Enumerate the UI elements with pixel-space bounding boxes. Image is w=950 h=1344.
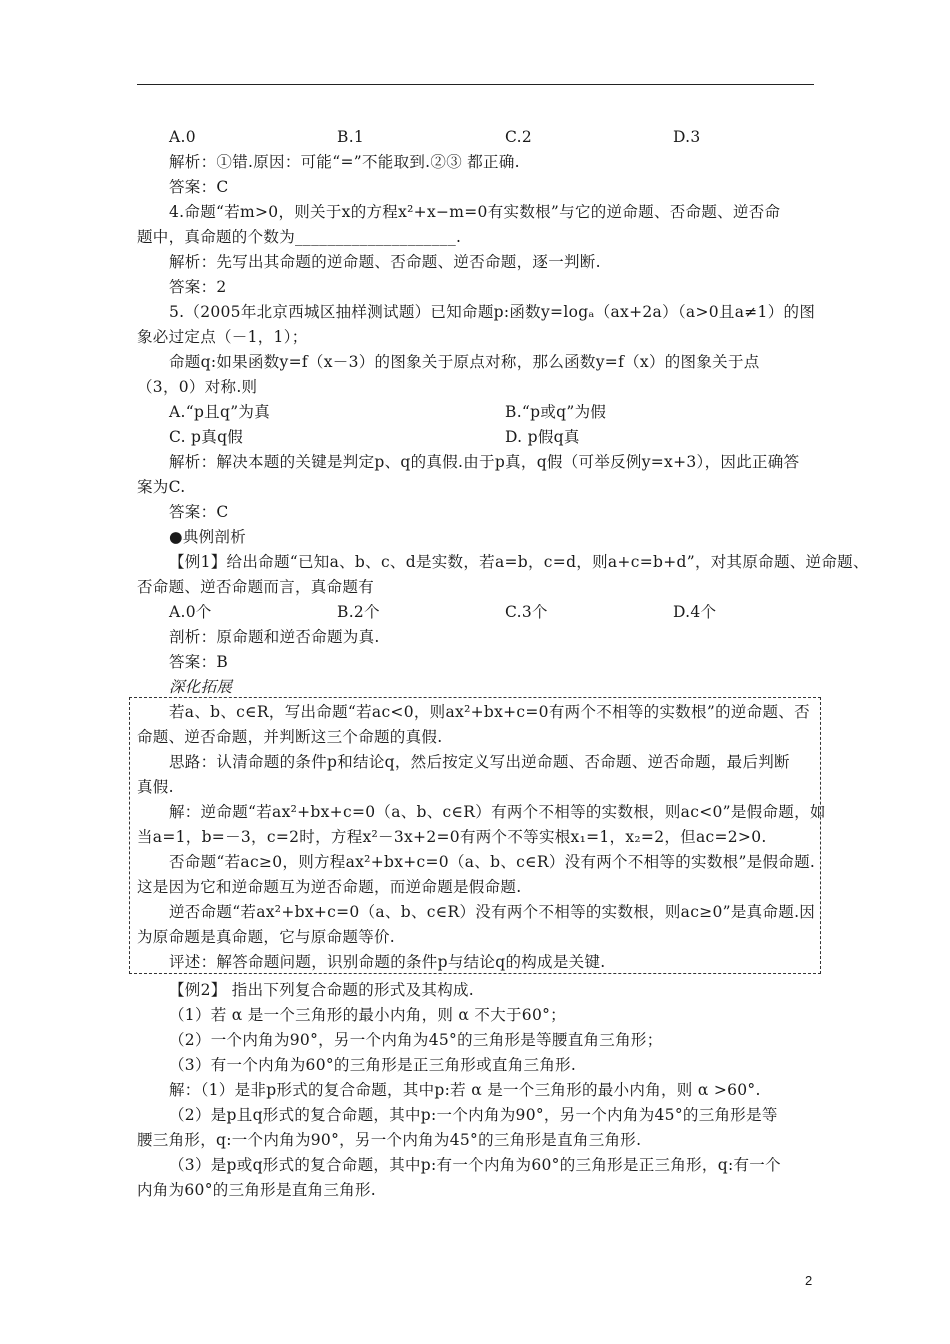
q5-line-3: 命题q:如果函数y=f（x－3）的图象关于原点对称，那么函数y=f（x）的图象关于点 [169,353,760,371]
q5-answer: 答案：C [169,503,229,521]
option-a: A.0 [169,128,196,146]
box-line-1: 若a、b、c∈R，写出命题“若ac<0，则ax²+bx+c=0有两个不相等的实数根”的逆命题、否 [169,703,810,721]
option-b: B.1 [337,128,365,146]
box-line-3: 思路：认清命题的条件p和结论q，然后按定义写出逆命题、否命题、逆否命题，最后判断 [169,753,790,771]
box-line-10: 为原命题是真命题，它与原命题等价. [137,928,396,946]
ex2-solution-2b: 腰三角形，q:一个内角为90°，另一个内角为45°的三角形是直角三角形. [137,1131,642,1149]
q5-option-b: B.“p或q”为假 [505,403,607,421]
ex2-solution-3b: 内角为60°的三角形是直角三角形. [137,1181,377,1199]
ex2-title: 【例2】 指出下列复合命题的形式及其构成. [169,981,475,999]
q4-line-1: 4.命题“若m>0，则关于x的方程x²+x−m=0有实数根”与它的逆命题、否命题、逆否命 [169,203,781,221]
q5-analysis-2: 案为C. [137,478,186,496]
option-d: D.4个 [673,603,717,621]
option-c: C.2 [505,128,532,146]
box-line-6: 当a=1，b=－3，c=2时，方程x²－3x+2=0有两个不等实根x₁=1，x₂=2，但ac=2>0. [137,828,767,846]
box-line-8: 这是因为它和逆命题互为逆否命题，而逆命题是假命题. [137,878,522,896]
option-b: B.2个 [337,603,380,621]
q5-line-4: （3，0）对称.则 [137,378,258,396]
box-line-5: 解：逆命题“若ax²+bx+c=0（a、b、c∈R）有两个不相等的实数根，则ac<0”是假命题，如 [169,803,826,821]
option-a: A.0个 [169,603,212,621]
ex2-solution-1: 解：（1）是非p形式的复合命题，其中p:若 α 是一个三角形的最小内角，则 α >60°. [169,1081,761,1099]
q4-analysis: 解析：先写出其命题的逆命题、否命题、逆否命题，逐一判断. [169,253,601,271]
q5-option-c: C. p真q假 [169,428,244,446]
section-heading: ●典例剖析 [169,528,247,546]
q3-answer: 答案：C [169,178,229,196]
box-line-2: 命题、逆否命题，并判断这三个命题的真假. [137,728,443,746]
ex2-item-2: （2）一个内角为90°，另一个内角为45°的三角形是等腰直角三角形； [169,1031,663,1049]
box-line-9: 逆否命题“若ax²+bx+c=0（a、b、c∈R）没有两个不相等的实数根，则ac≥0”是真命题.因 [169,903,816,921]
box-line-11: 评述：解答命题问题，识别命题的条件p与结论q的构成是关键. [169,953,606,971]
ex1-line-1: 【例1】给出命题“已知a、b、c、d是实数，若a=b，c=d，则a+c=b+d”，对其原命题、逆命题、 [169,553,869,571]
q4-line-2: 题中，真命题的个数为____________________. [137,228,462,246]
ex1-analysis: 剖析：原命题和逆否命题为真. [169,628,380,646]
q5-line-2: 象必过定点（－1，1）； [137,328,308,346]
ex2-solution-2a: （2）是p且q形式的复合命题，其中p:一个内角为90°，另一个内角为45°的三角形是等 [169,1106,778,1124]
ex2-item-1: （1）若 α 是一个三角形的最小内角，则 α 不大于60°； [169,1006,566,1024]
q5-line-1: 5.（2005年北京西城区抽样测试题）已知命题p:函数y=logₐ（ax+2a）（a>0且a≠1）的图 [169,303,816,321]
deep-title: 深化拓展 [169,678,233,696]
header-rule [137,84,814,85]
box-line-7: 否命题“若ac≥0，则方程ax²+bx+c=0（a、b、c∈R）没有两个不相等的实数根”是假命题. [169,853,816,871]
q5-option-a: A.“p且q”为真 [169,403,271,421]
option-d: D.3 [673,128,701,146]
q4-answer: 答案：2 [169,278,227,296]
q3-analysis: 解析：①错.原因：可能“=”不能取到.②③ 都正确. [169,153,520,171]
ex1-answer: 答案：B [169,653,229,671]
ex1-line-2: 否命题、逆否命题而言，真命题有 [137,578,375,596]
option-c: C.3个 [505,603,548,621]
ex2-solution-3a: （3）是p或q形式的复合命题，其中p:有一个内角为60°的三角形是正三角形，q:有一个 [169,1156,781,1174]
q5-analysis-1: 解析：解决本题的关键是判定p、q的真假.由于p真，q假（可举反例y=x+3），因此正确答 [169,453,800,471]
box-line-4: 真假. [137,778,174,796]
q5-option-d: D. p假q真 [505,428,580,446]
ex2-item-3: （3）有一个内角为60°的三角形是正三角形或直角三角形. [169,1056,577,1074]
page-number: 2 [805,1273,813,1288]
